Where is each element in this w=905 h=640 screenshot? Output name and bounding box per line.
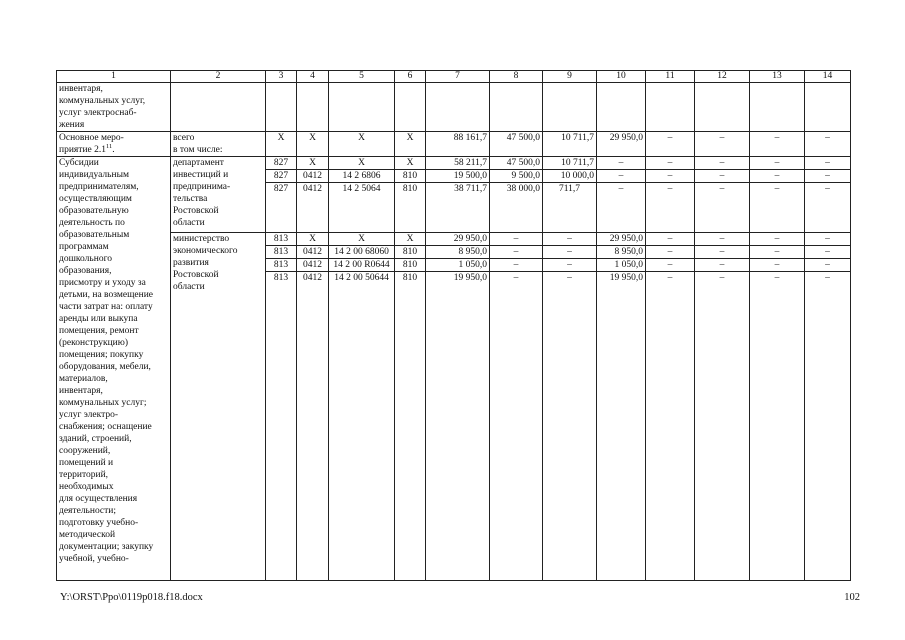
amount-cell: 29 950,0	[426, 233, 490, 246]
text-line: части затрат на: оплату	[59, 302, 153, 312]
text-line: коммунальных услуг,	[59, 96, 146, 106]
amount-cell: –	[805, 246, 851, 259]
amount-cell: –	[805, 272, 851, 581]
column-number: 9	[543, 71, 597, 83]
column-number-row	[57, 71, 851, 83]
footnote-mark: 11	[106, 142, 113, 150]
footer-file-path: Y:\ORST\Ppo\0119p018.f18.docx	[60, 592, 203, 603]
rzpr-cell: Х	[297, 233, 329, 246]
text-line: помещений и	[59, 458, 114, 468]
column-number: 12	[695, 71, 750, 83]
amount-cell: –	[805, 157, 851, 170]
csr-cell: 14 2 00 68060	[329, 246, 395, 259]
amount-cell: –	[750, 170, 805, 183]
amount-cell: –	[490, 246, 543, 259]
grbs-cell: 827	[266, 170, 297, 183]
text-line: осуществляющим	[59, 194, 132, 204]
csr-cell: 14 2 5064	[329, 183, 395, 233]
amount-cell: –	[805, 183, 851, 233]
amount-cell: 10 000,0	[543, 170, 597, 183]
rzpr-cell: 0412	[297, 259, 329, 272]
amount-cell: –	[750, 132, 805, 157]
amount-cell: –	[695, 132, 750, 157]
amount-cell: 47 500,0	[490, 132, 543, 157]
text-line: сооружений,	[59, 446, 111, 456]
vr-cell: Х	[395, 157, 426, 170]
amount-cell: 8 950,0	[426, 246, 490, 259]
amount-cell: –	[597, 170, 646, 183]
amount-cell: –	[543, 233, 597, 246]
amount-cell: –	[646, 132, 695, 157]
vr-cell: 810	[395, 170, 426, 183]
amount-cell: –	[695, 233, 750, 246]
executor-cell	[171, 132, 266, 157]
amount-cell: 10 711,7	[543, 157, 597, 170]
amount-cell: –	[597, 183, 646, 233]
text-line: образовательную	[59, 206, 129, 216]
text-line: жения	[59, 120, 85, 130]
text-line: услуг электро-	[59, 410, 119, 420]
grbs-cell: Х	[266, 132, 297, 157]
amount-cell: –	[750, 183, 805, 233]
amount-cell: –	[805, 259, 851, 272]
text-line: для осуществления	[59, 494, 138, 504]
vr-cell: 810	[395, 183, 426, 233]
amount-cell: –	[543, 246, 597, 259]
grbs-cell: 813	[266, 259, 297, 272]
text-line: Ростовской	[173, 206, 219, 216]
amount-cell: –	[646, 246, 695, 259]
column-number: 11	[646, 71, 695, 83]
amount-cell: –	[490, 272, 543, 581]
text-line: аренды или выкупа	[59, 314, 138, 324]
amount-cell: –	[695, 259, 750, 272]
footer-page-number: 102	[844, 592, 860, 603]
amount-cell: –	[695, 170, 750, 183]
amount-cell: 19 950,0	[426, 272, 490, 581]
text-line: материалов,	[59, 374, 108, 384]
column-number: 4	[297, 71, 329, 83]
amount-cell: 1 050,0	[597, 259, 646, 272]
amount-cell: 10 711,7	[543, 132, 597, 157]
text-line: .	[112, 145, 115, 155]
text-line: детьми, на возмещение	[59, 290, 153, 300]
text-line: инвестиций и	[173, 170, 229, 180]
text-line: Основное меро-	[59, 133, 124, 143]
amount-cell: –	[805, 132, 851, 157]
amount-cell: –	[646, 233, 695, 246]
text-line: образования,	[59, 266, 112, 276]
text-line: необходимых	[59, 482, 114, 492]
text-line: услуг электроснаб-	[59, 108, 137, 118]
amount-cell: –	[646, 272, 695, 581]
amount-cell: 47 500,0	[490, 157, 543, 170]
rzpr-cell: 0412	[297, 246, 329, 259]
amount-cell: –	[646, 183, 695, 233]
text-line: (реконструкцию)	[59, 338, 129, 348]
amount-cell: –	[490, 259, 543, 272]
csr-cell: 14 2 00 R0644	[329, 259, 395, 272]
continued-name-cell	[57, 83, 171, 132]
amount-cell: –	[750, 259, 805, 272]
text-line: территорий,	[59, 470, 109, 480]
text-line: всего	[173, 133, 195, 143]
grbs-cell: 827	[266, 157, 297, 170]
rzpr-cell: Х	[297, 157, 329, 170]
executor-ministry-cell	[171, 233, 266, 581]
subsidy-description-cell	[57, 157, 171, 581]
amount-cell: 1 050,0	[426, 259, 490, 272]
text-line: присмотру и уходу за	[59, 278, 146, 288]
amount-cell: 38 000,0	[490, 183, 543, 233]
amount-cell: 58 211,7	[426, 157, 490, 170]
text-line: оборудования, мебели,	[59, 362, 151, 372]
text-line: образовательным	[59, 230, 130, 240]
text-line: учебной, учебно-	[59, 554, 129, 564]
amount-cell: –	[543, 259, 597, 272]
budget-table	[56, 70, 851, 581]
amount-cell: 19 500,0	[426, 170, 490, 183]
table-row	[57, 132, 851, 157]
rzpr-cell: 0412	[297, 170, 329, 183]
activity-name-cell	[57, 132, 171, 157]
amount-cell: –	[695, 272, 750, 581]
amount-cell: –	[597, 157, 646, 170]
table-row	[57, 157, 851, 170]
column-number: 1	[57, 71, 171, 83]
table-row	[57, 233, 851, 246]
text-line: развития	[173, 258, 209, 268]
amount-cell: –	[750, 246, 805, 259]
amount-cell: 38 711,7	[426, 183, 490, 233]
amount-cell: –	[490, 233, 543, 246]
column-number: 2	[171, 71, 266, 83]
rzpr-cell: 0412	[297, 183, 329, 233]
text-line: области	[173, 282, 205, 292]
text-line: деятельности;	[59, 506, 117, 516]
column-number: 6	[395, 71, 426, 83]
text-line: коммунальных услуг;	[59, 398, 147, 408]
amount-cell: –	[695, 246, 750, 259]
text-line: инвентаря,	[59, 84, 103, 94]
amount-cell: 8 950,0	[597, 246, 646, 259]
text-line: приятие 2.1	[59, 145, 106, 155]
amount-cell: 9 500,0	[490, 170, 543, 183]
amount-cell: –	[695, 183, 750, 233]
text-line: области	[173, 218, 205, 228]
text-line: предпринима-	[173, 182, 231, 192]
column-number: 14	[805, 71, 851, 83]
text-line: Ростовской	[173, 270, 219, 280]
vr-cell: Х	[395, 233, 426, 246]
text-line: программам	[59, 242, 109, 252]
vr-cell: 810	[395, 246, 426, 259]
text-line: индивидуальным	[59, 170, 129, 180]
text-line: предпринимателям,	[59, 182, 139, 192]
text-line: министерство	[173, 234, 230, 244]
grbs-cell: 827	[266, 183, 297, 233]
text-line: помещения; покупку	[59, 350, 144, 360]
text-line: департамент	[173, 158, 224, 168]
amount-cell: –	[750, 157, 805, 170]
column-number: 7	[426, 71, 490, 83]
amount-cell: –	[646, 259, 695, 272]
csr-cell: 14 2 6806	[329, 170, 395, 183]
amount-cell: –	[805, 233, 851, 246]
text-line: деятельность по	[59, 218, 125, 228]
vr-cell: 810	[395, 272, 426, 581]
text-line: методической	[59, 530, 116, 540]
grbs-cell: 813	[266, 246, 297, 259]
text-line: в том числе:	[173, 145, 223, 155]
amount-cell: 711,7	[543, 183, 597, 233]
amount-cell: 29 950,0	[597, 132, 646, 157]
text-line: инвентаря,	[59, 386, 103, 396]
grbs-cell: 813	[266, 272, 297, 581]
executor-department-cell	[171, 157, 266, 233]
text-line: экономического	[173, 246, 238, 256]
rzpr-cell: Х	[297, 132, 329, 157]
table-row	[57, 83, 851, 132]
text-line: помещения, ремонт	[59, 326, 139, 336]
column-number: 13	[750, 71, 805, 83]
rzpr-cell: 0412	[297, 272, 329, 581]
text-line: подготовку учебно-	[59, 518, 139, 528]
csr-cell: Х	[329, 132, 395, 157]
amount-cell: –	[646, 170, 695, 183]
amount-cell: 29 950,0	[597, 233, 646, 246]
vr-cell: 810	[395, 259, 426, 272]
csr-cell: 14 2 00 50644	[329, 272, 395, 581]
column-number: 3	[266, 71, 297, 83]
amount-cell: –	[805, 170, 851, 183]
column-number: 8	[490, 71, 543, 83]
vr-cell: Х	[395, 132, 426, 157]
amount-cell: –	[543, 272, 597, 581]
csr-cell: Х	[329, 157, 395, 170]
amount-cell: 88 161,7	[426, 132, 490, 157]
amount-cell: –	[750, 272, 805, 581]
amount-cell: 19 950,0	[597, 272, 646, 581]
amount-cell: –	[695, 157, 750, 170]
column-number: 5	[329, 71, 395, 83]
column-number: 10	[597, 71, 646, 83]
csr-cell: Х	[329, 233, 395, 246]
text-line: документации; закупку	[59, 542, 154, 552]
text-line: тельства	[173, 194, 208, 204]
grbs-cell: 813	[266, 233, 297, 246]
text-line: снабжения; оснащение	[59, 422, 152, 432]
text-line: дошкольного	[59, 254, 112, 264]
amount-cell: –	[750, 233, 805, 246]
text-line: Субсидии	[59, 158, 99, 168]
amount-cell: –	[646, 157, 695, 170]
text-line: зданий, строений,	[59, 434, 132, 444]
